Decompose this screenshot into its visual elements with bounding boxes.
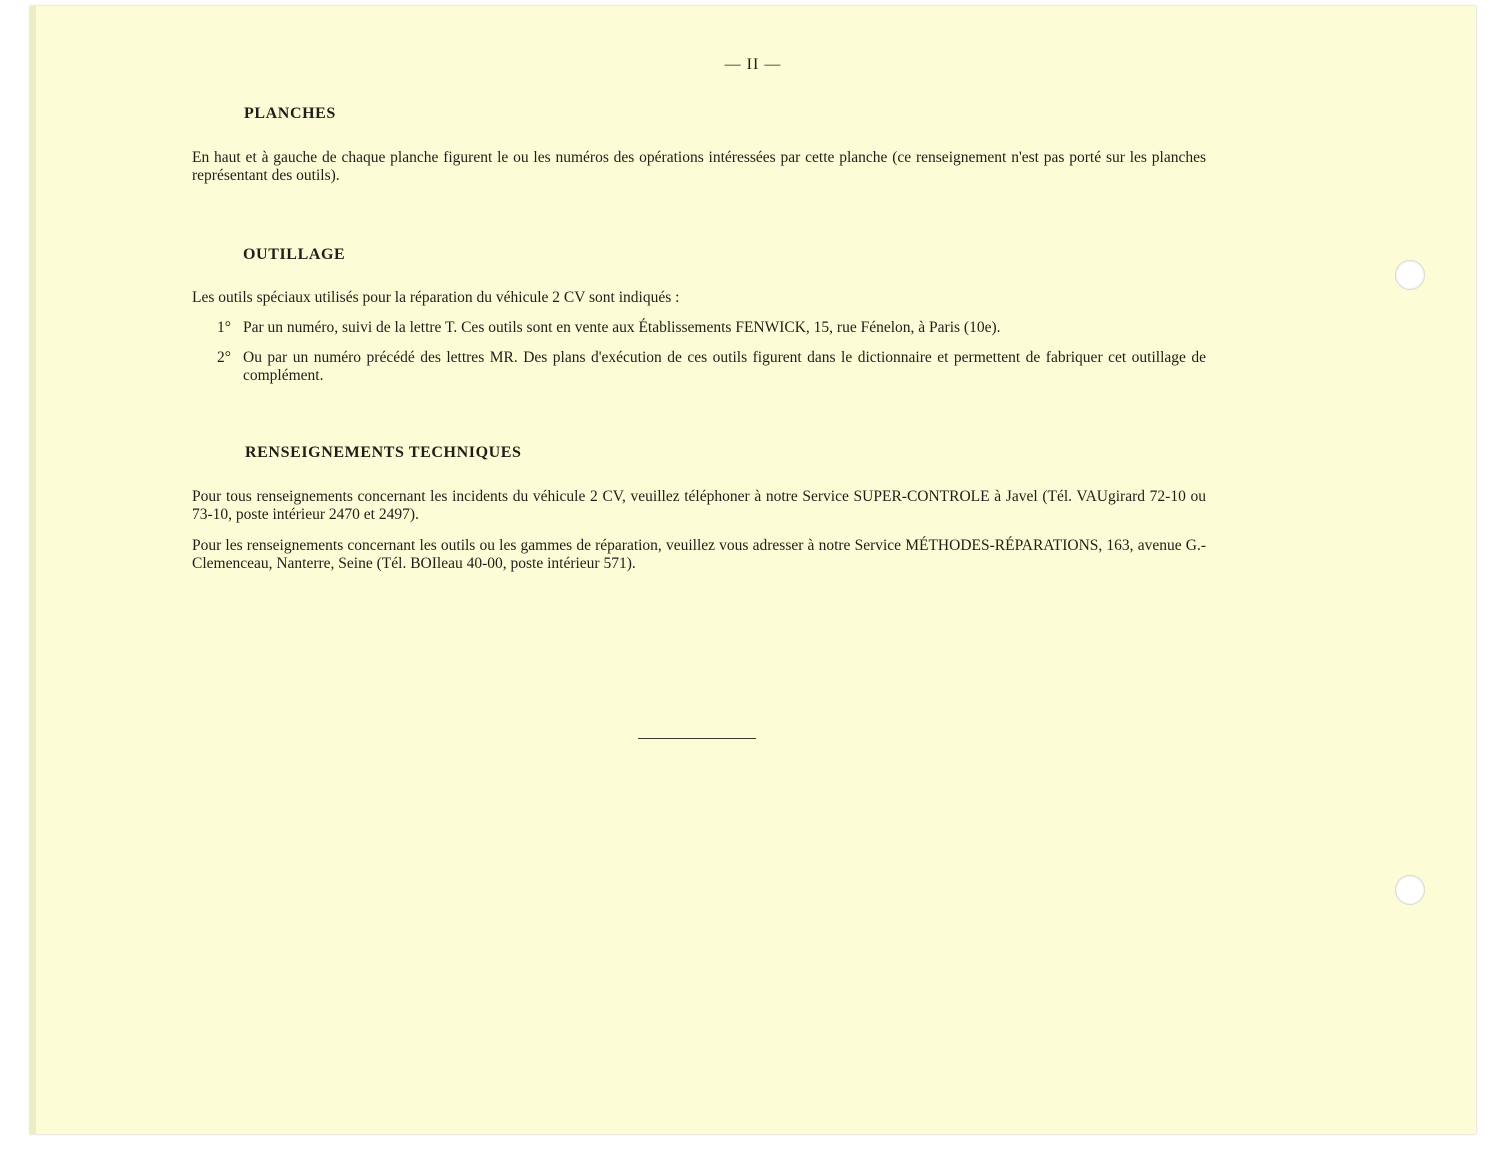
renseignements-paragraph-2: Pour les renseignements concernant les outils ou les gammes de réparation, veuillez vous adresser à notre Service MÉTHODES-RÉPARATIONS, 163, avenue G.-Clemenceau, Nanterre, Seine (Tél. BOIleau 40-00, poste intérieur 571). <box>192 537 1206 572</box>
renseignements-paragraph-1: Pour tous renseignements concernant les incidents du véhicule 2 CV, veuillez téléphoner à notre Service SUPER-CONTROLE à Javel (Tél. VAUgirard 72-10 ou 73-10, poste intérieur 2470 et 2497). <box>192 488 1206 523</box>
list-item-text: Par un numéro, suivi de la lettre T. Ces outils sont en vente aux Établissements FENWICK, 15, rue Fénelon, à Paris (10e). <box>243 319 1001 336</box>
punch-hole-bottom <box>1395 875 1425 905</box>
document-page <box>30 6 1476 1134</box>
page-edge-shadow <box>30 6 36 1134</box>
section-heading-renseignements: RENSEIGNEMENTS TECHNIQUES <box>245 444 522 461</box>
page-number: — II — <box>724 56 782 73</box>
planches-paragraph: En haut et à gauche de chaque planche figurent le ou les numéros des opérations intéressées par cette planche (ce renseignement n'est pas porté sur les planches représentant des outils). <box>192 149 1206 184</box>
punch-hole-top <box>1395 260 1425 290</box>
outillage-intro: Les outils spéciaux utilisés pour la réparation du véhicule 2 CV sont indiqués : <box>192 289 680 306</box>
list-item-text: Ou par un numéro précédé des lettres MR. Des plans d'exécution de ces outils figurent dans le dictionnaire et permettent de fabriquer cet outillage de complément. <box>243 349 1206 384</box>
list-marker: 1° <box>217 319 231 336</box>
closing-rule <box>638 738 756 739</box>
outillage-list-item-2 <box>217 349 1206 385</box>
list-marker: 2° <box>217 349 231 366</box>
section-heading-planches: PLANCHES <box>244 105 336 122</box>
section-heading-outillage: OUTILLAGE <box>243 246 346 263</box>
outillage-list-item-1 <box>217 319 1206 337</box>
